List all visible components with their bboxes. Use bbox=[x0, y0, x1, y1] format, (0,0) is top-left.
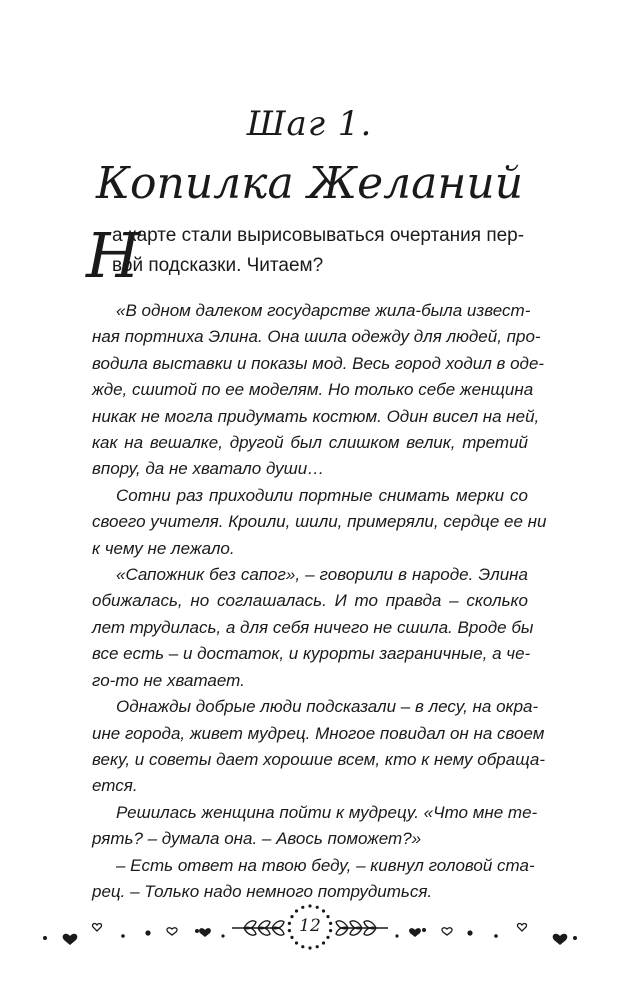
intro-line: вой подсказки. Читаем? bbox=[112, 255, 324, 276]
text-line: жде, сшитой по ее моделям. Но только себе женщина bbox=[92, 380, 534, 400]
chapter-title: Копилка Желаний bbox=[95, 158, 524, 209]
story-paragraph bbox=[92, 694, 545, 800]
text-line: ется. bbox=[92, 776, 138, 796]
heart-icon bbox=[442, 928, 452, 935]
drop-cap: Н bbox=[86, 219, 141, 292]
heart-icon bbox=[199, 928, 211, 937]
heart-icon bbox=[517, 924, 526, 931]
intro-line: а карте стали вырисовываться очертания пер- bbox=[112, 225, 525, 246]
text-line: рять? – думала она. – Авось поможет?» bbox=[92, 829, 422, 849]
text-line: ине города, живет мудрец. Многое повидал он на своем bbox=[92, 723, 545, 743]
text-line: обижалась, но соглашалась. И то правда – сколько bbox=[92, 591, 528, 611]
story-text bbox=[92, 298, 547, 905]
story-paragraph bbox=[92, 483, 547, 562]
story-paragraph bbox=[92, 562, 534, 694]
left-sprig-icon bbox=[232, 921, 284, 935]
story-paragraph bbox=[92, 853, 535, 906]
text-line: лет трудилась, а для себя ничего не сшила. Вроде бы bbox=[92, 617, 534, 637]
text-line: веку, и советы дает хорошие всем, кто к нему обраща- bbox=[92, 749, 545, 769]
story-paragraph bbox=[92, 298, 545, 483]
right-sprig-icon bbox=[336, 921, 388, 935]
text-line: впору, да не хватало души… bbox=[92, 459, 325, 479]
text-line: Однажды добрые люди подсказали – в лесу, на окра- bbox=[116, 697, 539, 717]
text-line: водила выставки и показы мод. Весь город ходил в оде- bbox=[92, 353, 545, 373]
text-line: «Сапожник без сапог», – говорили в народе. Элина bbox=[116, 565, 528, 585]
text-line: «В одном далеком государстве жила-была извест- bbox=[116, 301, 531, 320]
text-line: го-то не хватает. bbox=[92, 670, 245, 690]
text-line: все есть – и достаток, и курорты заграничные, а че- bbox=[92, 644, 531, 664]
intro-paragraph bbox=[86, 219, 528, 292]
text-line: как на вешалке, другой был слишком велик, третий bbox=[92, 433, 528, 453]
heart-icon bbox=[167, 928, 177, 935]
heart-icon bbox=[63, 934, 78, 945]
page-footer bbox=[0, 900, 619, 960]
page-number: 12 bbox=[299, 916, 321, 936]
text-line: к чему не лежало. bbox=[92, 538, 235, 558]
text-line: никак не могла придумать костюм. Один висел на ней, bbox=[92, 406, 540, 426]
text-line: своего учителя. Кроили, шили, примеряли, сердце ее ни bbox=[92, 512, 547, 532]
heart-icon bbox=[92, 924, 101, 931]
text-line: Решилась женщина пойти к мудрецу. «Что мне те- bbox=[116, 802, 538, 822]
step-heading: Шаг 1. bbox=[246, 104, 373, 144]
heart-icon bbox=[409, 928, 421, 937]
text-line: – Есть ответ на твою беду, – кивнул головой ста- bbox=[116, 855, 535, 875]
heart-icon bbox=[553, 934, 568, 945]
text-line: ная портниха Элина. Она шила одежду для людей, про- bbox=[92, 327, 541, 347]
text-line: рец. – Только надо немного потрудиться. bbox=[92, 881, 433, 901]
story-paragraph bbox=[92, 800, 538, 853]
text-line: Сотни раз приходили портные снимать мерки со bbox=[116, 485, 528, 505]
